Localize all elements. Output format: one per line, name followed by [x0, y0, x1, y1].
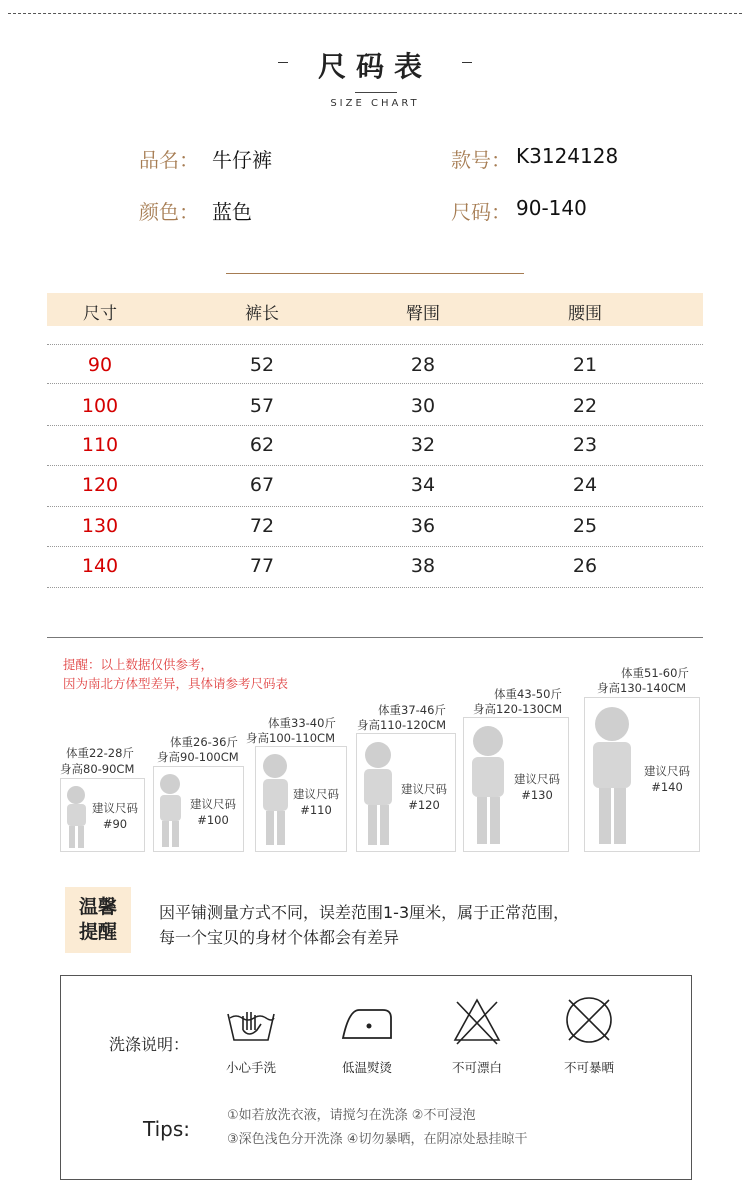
- cell-waist: 26: [572, 555, 598, 577]
- low-iron-icon: [339, 1004, 395, 1044]
- suggest-size: #110: [300, 803, 332, 817]
- section-divider: [47, 637, 703, 638]
- row-divider: [47, 383, 703, 384]
- size-label: 尺码：: [451, 200, 511, 224]
- subtitle-underline: [355, 92, 397, 93]
- cell-length: 62: [249, 434, 275, 456]
- style-value: K3124128: [516, 144, 619, 168]
- cell-length: 77: [249, 555, 275, 577]
- no-bleach-label: 不可漂白: [451, 1060, 502, 1075]
- color-value: 蓝色: [212, 200, 252, 224]
- suggest-label: 建议尺码: [644, 764, 690, 778]
- row-divider: [47, 546, 703, 547]
- size-value: 90-140: [516, 196, 587, 220]
- cell-waist: 21: [572, 354, 598, 376]
- header-hip: 臀围: [406, 304, 440, 324]
- cell-hip: 36: [410, 515, 436, 537]
- style-label: 款号：: [451, 148, 511, 172]
- no-sun-icon: [563, 994, 615, 1046]
- warm-note-line-2: 每一个宝贝的身材个体都会有差异: [159, 928, 400, 947]
- cell-size: 140: [81, 555, 119, 577]
- suggest-label: 建议尺码: [190, 797, 236, 811]
- warm-title-line-1: 温馨: [78, 896, 117, 918]
- hand-wash-icon: [226, 1000, 276, 1044]
- top-dashed-divider: [8, 13, 742, 14]
- cell-waist: 24: [572, 474, 598, 496]
- cell-length: 67: [249, 474, 275, 496]
- suggest-label: 建议尺码: [514, 772, 560, 786]
- kid-height: 身高80-90CM: [60, 762, 135, 776]
- row-divider: [47, 465, 703, 466]
- info-divider: [226, 273, 524, 274]
- suggest-size: #90: [102, 817, 128, 831]
- row-divider: [47, 506, 703, 507]
- child-silhouette-icon: [588, 702, 638, 850]
- tips-label: Tips:: [143, 1117, 191, 1141]
- suggest-label: 建议尺码: [401, 782, 447, 796]
- color-label: 颜色：: [139, 200, 199, 224]
- size-table-header: [47, 293, 703, 326]
- name-value: 牛仔裤: [212, 148, 272, 172]
- cell-waist: 23: [572, 434, 598, 456]
- kid-weight: 体重43-50斤: [494, 687, 562, 701]
- row-divider: [47, 425, 703, 426]
- tips-line-2: ③深色浅色分开洗涤 ④切勿暴晒，在阴凉处悬挂晾干: [227, 1132, 528, 1147]
- reminder-line-2: 因为南北方体型差异，具体请参考尺码表: [63, 676, 289, 691]
- warm-title-line-2: 提醒: [78, 921, 117, 943]
- cell-size: 130: [81, 515, 119, 537]
- kid-height: 身高100-110CM: [246, 731, 336, 745]
- cell-hip: 34: [410, 474, 436, 496]
- kid-height: 身高130-140CM: [597, 681, 687, 695]
- title-dash-right: [462, 62, 472, 63]
- kid-weight: 体重26-36斤: [170, 735, 238, 749]
- cell-length: 52: [249, 354, 275, 376]
- cell-size: 110: [81, 434, 119, 456]
- suggest-size: #120: [408, 798, 440, 812]
- warm-reminder-badge: [65, 887, 131, 953]
- kid-height: 身高90-100CM: [157, 750, 239, 764]
- cell-size: 120: [81, 474, 119, 496]
- kid-weight: 体重51-60斤: [621, 666, 689, 680]
- kid-card: [255, 746, 347, 852]
- reminder-line-1: 提醒：以上数据仅供参考，: [63, 657, 214, 672]
- title-area: [0, 45, 750, 85]
- suggest-size: #130: [521, 788, 553, 802]
- child-silhouette-icon: [467, 722, 511, 850]
- kid-weight: 体重37-46斤: [378, 703, 446, 717]
- tips-line-1: ①如若放洗衣液，请搅匀在洗涤 ②不可浸泡: [227, 1108, 476, 1123]
- low-iron-label: 低温熨烫: [341, 1060, 392, 1075]
- cell-hip: 32: [410, 434, 436, 456]
- page-subtitle: SIZE CHART: [330, 98, 420, 109]
- suggest-size: #140: [651, 780, 683, 794]
- no-sun-label: 不可暴晒: [563, 1060, 614, 1075]
- suggest-label: 建议尺码: [92, 801, 138, 815]
- header-length: 裤长: [245, 304, 279, 324]
- kid-height: 身高120-130CM: [473, 702, 563, 716]
- kid-card: [153, 766, 244, 852]
- warm-note-line-1: 因平铺测量方式不同，误差范围1-3厘米，属于正常范围，: [159, 903, 570, 922]
- kid-card: [356, 733, 456, 852]
- no-bleach-icon: [451, 996, 503, 1048]
- suggest-label: 建议尺码: [293, 787, 339, 801]
- kid-weight: 体重33-40斤: [268, 716, 336, 730]
- warm-reminder-title: [65, 895, 131, 945]
- cell-waist: 25: [572, 515, 598, 537]
- cell-hip: 28: [410, 354, 436, 376]
- header-waist: 腰围: [568, 304, 602, 324]
- header-size: 尺寸: [83, 304, 117, 324]
- kid-weight: 体重22-28斤: [66, 746, 134, 760]
- row-divider: [47, 344, 703, 345]
- kid-card: [584, 697, 700, 852]
- kid-height: 身高110-120CM: [357, 718, 447, 732]
- cell-hip: 38: [410, 555, 436, 577]
- page-title: 尺码表: [317, 50, 432, 83]
- washing-instructions-box: [60, 975, 692, 1180]
- kid-card: [60, 778, 145, 852]
- hand-wash-label: 小心手洗: [225, 1060, 276, 1075]
- cell-size: 90: [87, 354, 113, 376]
- washing-label: 洗涤说明：: [109, 1035, 190, 1054]
- cell-length: 72: [249, 515, 275, 537]
- row-divider: [47, 587, 703, 588]
- name-label: 品名：: [139, 148, 199, 172]
- cell-waist: 22: [572, 395, 598, 417]
- kid-card: [463, 717, 569, 852]
- cell-hip: 30: [410, 395, 436, 417]
- cell-size: 100: [81, 395, 119, 417]
- suggest-size: #100: [197, 813, 229, 827]
- cell-length: 57: [249, 395, 275, 417]
